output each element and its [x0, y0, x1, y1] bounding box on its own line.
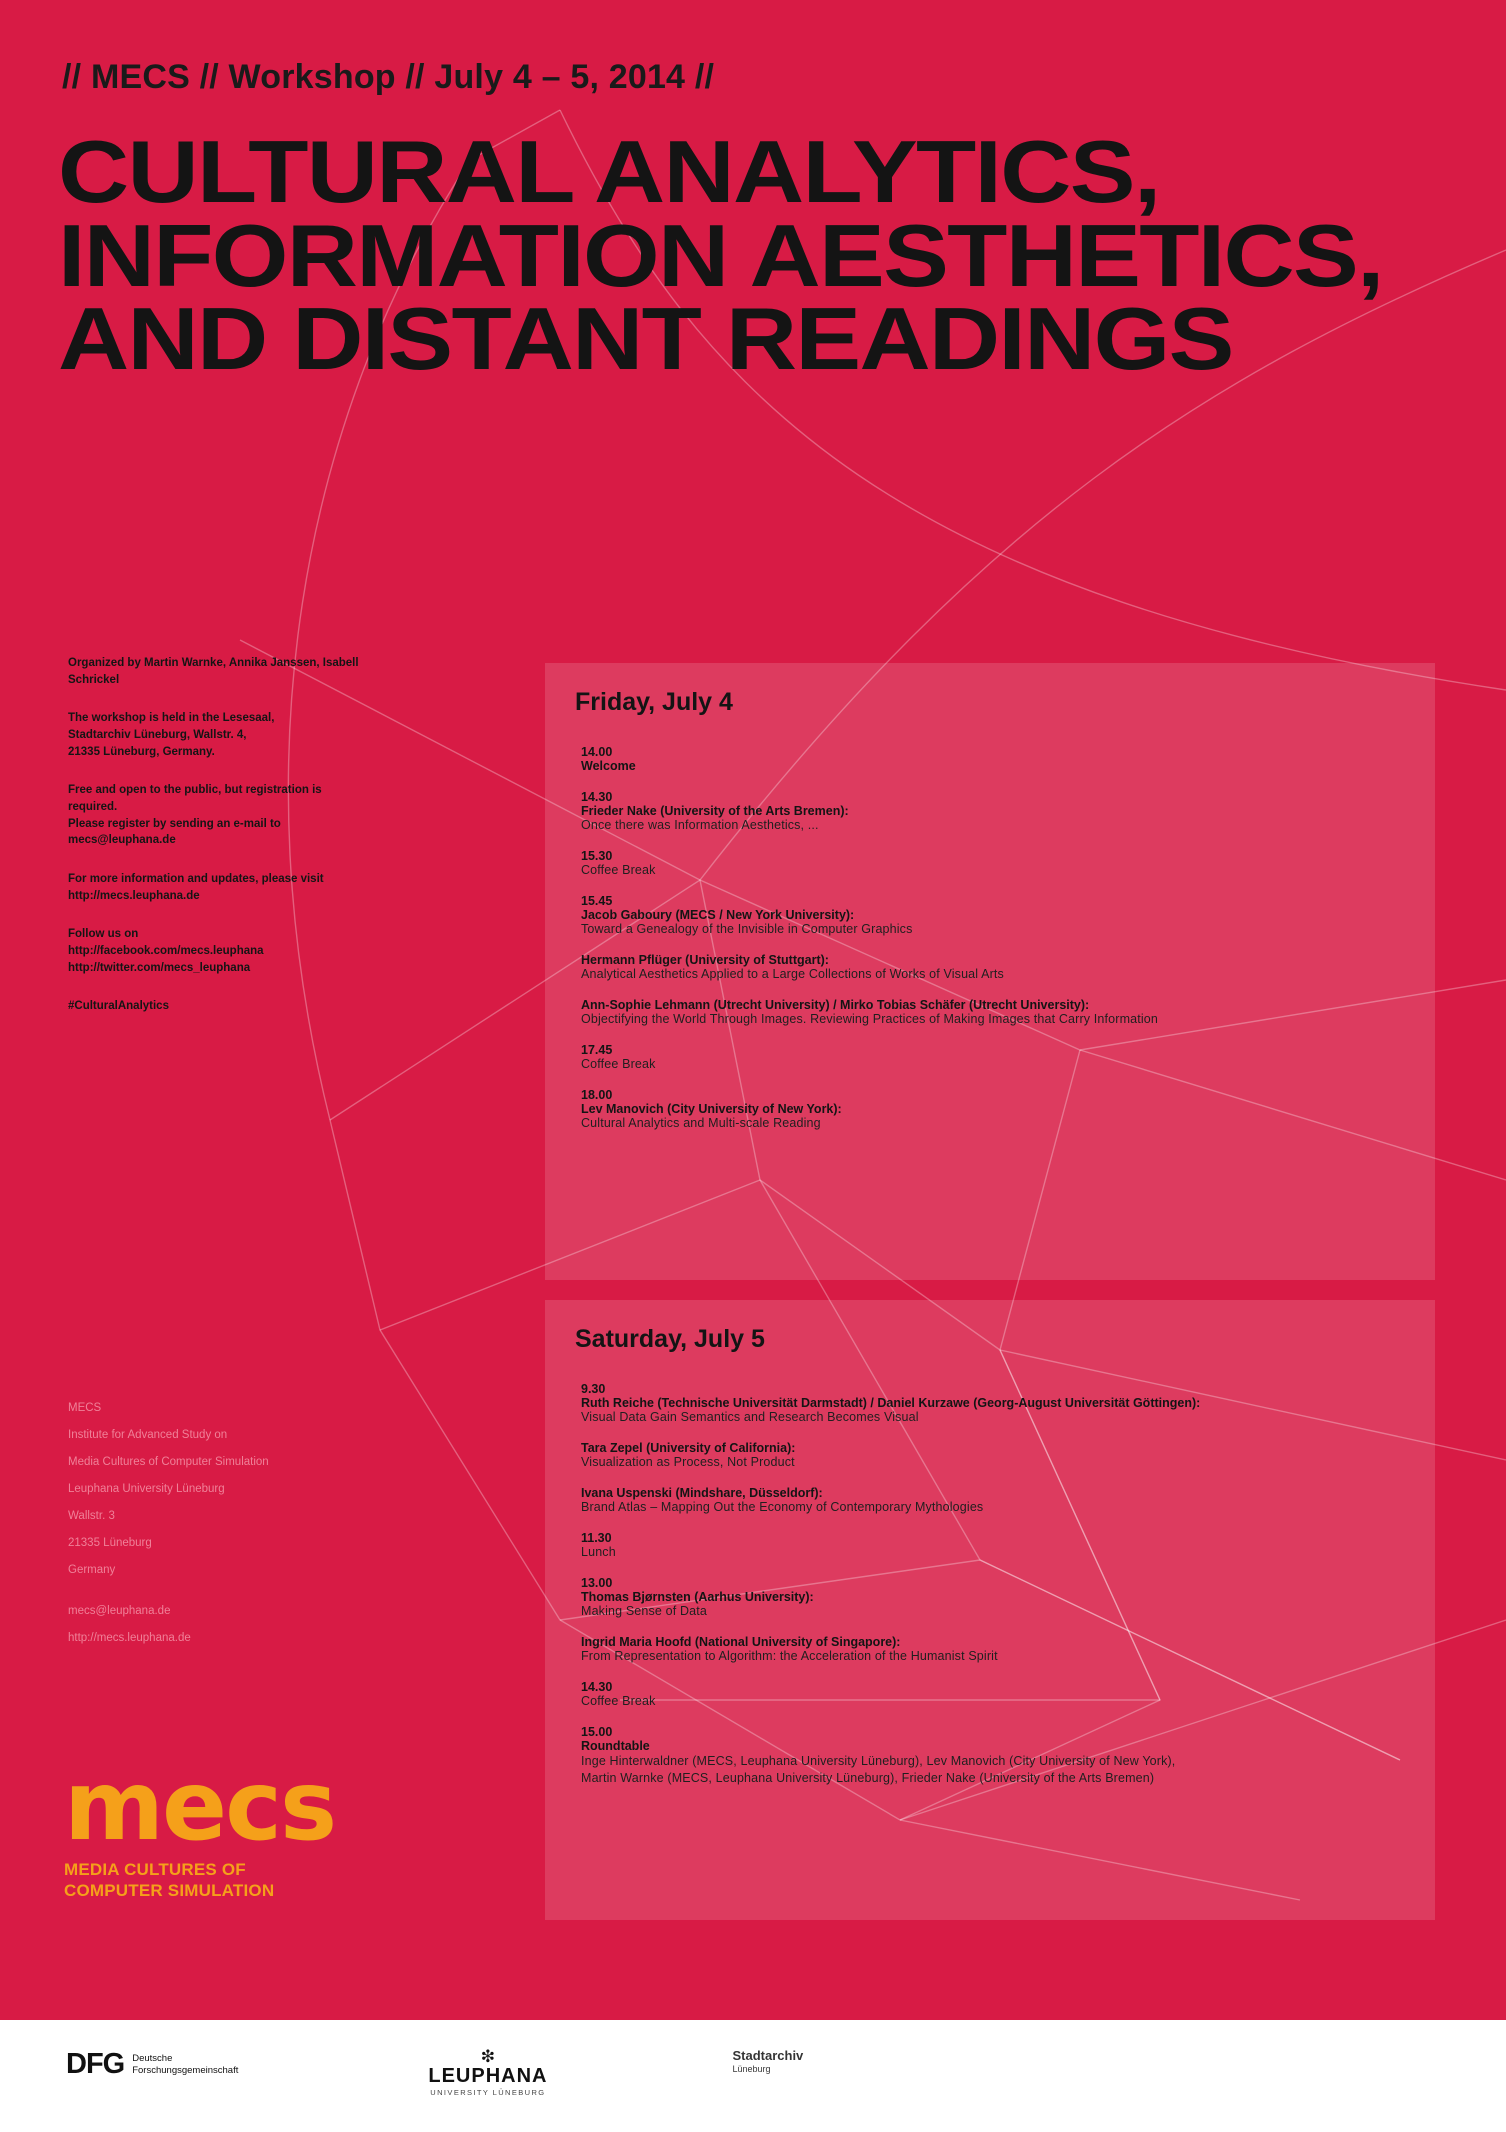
- address-line: Media Cultures of Computer Simulation: [68, 1456, 269, 1469]
- schedule-panel-friday: [545, 663, 1435, 1280]
- address-line: Institute for Advanced Study on: [68, 1429, 228, 1442]
- follow-us: Follow us on http://facebook.com/mecs.leuphana http://twitter.com/mecs_leuphana: [68, 928, 264, 974]
- website-link[interactable]: http://mecs.leuphana.de: [68, 889, 200, 902]
- title-line-1: CULTURAL ANALYTICS,: [58, 122, 1160, 221]
- institute-address: [68, 1395, 368, 1652]
- schedule-item: 15.45 Jacob Gaboury (MECS / New York University): Toward a Genealogy of the Invisible in Computer Graphics: [581, 894, 913, 936]
- mecs-tagline: MEDIA CULTURES OF COMPUTER SIMULATION: [64, 1859, 275, 1901]
- schedule-item: 9.30 Ruth Reiche (Technische Universität Darmstadt) / Daniel Kurzawe (Georg-August Universität Göttingen): Visual Data Gain Semantics and Research Becomes Visual: [581, 1382, 1201, 1424]
- schedule-item: 14.30 Frieder Nake (University of the Arts Bremen): Once there was Information Aesthetics, ...: [581, 790, 849, 832]
- schedule-item: 14.30 Coffee Break: [581, 1680, 656, 1708]
- dfg-logo: DFG Deutsche Forschungsgemeinschaft: [66, 2048, 239, 2080]
- mecs-logo: [64, 1750, 364, 1901]
- venue: The workshop is held in the Lesesaal, Stadtarchiv Lüneburg, Wallstr. 4, 21335 Lüneburg, Germany.: [68, 712, 275, 758]
- more-info: For more information and updates, please visit http://mecs.leuphana.de: [68, 873, 324, 902]
- registration: Free and open to the public, but registration is required. Please register by sending an e-mail to mecs@leuphana.de: [68, 784, 322, 847]
- schedule-item: 15.00 Roundtable Inge Hinterwaldner (MECS, Leuphana University Lüneburg), Lev Manovich (City University of New York), Martin Warnke (MECS, Leuphana University Lüneburg), Frieder Nake (University of the Arts Bremen): [581, 1725, 1405, 1787]
- twitter-link[interactable]: http://twitter.com/mecs_leuphana: [68, 961, 251, 974]
- schedule-panel-saturday: [545, 1300, 1435, 1920]
- schedule-item: Tara Zepel (University of California): Visualization as Process, Not Product: [581, 1441, 796, 1469]
- address-line: Germany: [68, 1564, 116, 1577]
- stadtarchiv-logo: Stadtarchiv Lüneburg: [732, 2048, 804, 2074]
- schedule-day-title: Saturday, July 5: [575, 1325, 765, 1353]
- schedule-item: Ingrid Maria Hoofd (National University of Singapore): From Representation to Algorithm: the Acceleration of the Humanist Spirit: [581, 1635, 998, 1663]
- footer-sponsors: [0, 2020, 1506, 2132]
- facebook-link[interactable]: http://facebook.com/mecs.leuphana: [68, 945, 264, 958]
- schedule-item: 13.00 Thomas Bjørnsten (Aarhus University): Making Sense of Data: [581, 1576, 814, 1618]
- roundtable-participants: Inge Hinterwaldner (MECS, Leuphana University Lüneburg), Lev Manovich (City University of New York), Martin Warnke (MECS, Leuphana University Lüneburg), Frieder Nake (University of the Arts Bremen): [581, 1754, 1176, 1785]
- address-line: 21335 Lüneburg: [68, 1537, 152, 1550]
- title-line-2: INFORMATION AESTHETICS,: [58, 205, 1383, 305]
- poster-kicker: // MECS // Workshop // July 4 – 5, 2014 //: [62, 58, 715, 96]
- schedule-items: [545, 1354, 1435, 1787]
- organizers: Organized by Martin Warnke, Annika Janssen, Isabell Schrickel: [68, 657, 359, 686]
- website-link-footer[interactable]: http://mecs.leuphana.de: [68, 1632, 191, 1645]
- schedule-item: Ann-Sophie Lehmann (Utrecht University) / Mirko Tobias Schäfer (Utrecht University): Objectifying the World Through Images. Reviewing Practices of Making Images that Carry Information: [581, 998, 1158, 1026]
- sponsor-logos: [66, 2048, 803, 2097]
- schedule-item: 15.30 Coffee Break: [581, 849, 656, 877]
- poster-title: [58, 122, 1458, 389]
- mecs-wordmark: mecs: [64, 1750, 336, 1862]
- schedule-item: Ivana Uspenski (Mindshare, Düsseldorf): Brand Atlas – Mapping Out the Economy of Contemporary Mythologies: [581, 1486, 984, 1514]
- hashtag: #CulturalAnalytics: [68, 1000, 169, 1013]
- title-line-3: AND DISTANT READINGS: [58, 289, 1233, 389]
- address-line: Wallstr. 3: [68, 1510, 115, 1523]
- leuphana-mark-icon: ❇: [480, 2047, 496, 2066]
- schedule-item: Hermann Pflüger (University of Stuttgart): Analytical Aesthetics Applied to a Large Collections of Works of Visual Arts: [581, 953, 1004, 981]
- schedule-item: 18.00 Lev Manovich (City University of New York): Cultural Analytics and Multi-scale Reading: [581, 1088, 842, 1130]
- info-column: [68, 655, 368, 1037]
- address-line: Leuphana University Lüneburg: [68, 1483, 225, 1496]
- leuphana-logo: ❇ LEUPHANA UNIVERSITY LÜNEBURG: [428, 2047, 548, 2097]
- schedule-day-title: Friday, July 4: [575, 688, 733, 716]
- schedule-item: 14.00 Welcome: [581, 745, 636, 773]
- schedule-item: 11.30 Lunch: [581, 1531, 616, 1559]
- schedule-item: 17.45 Coffee Break: [581, 1043, 656, 1071]
- schedule-items: [545, 717, 1435, 1130]
- address-line: MECS: [68, 1402, 102, 1414]
- spacer: [68, 1584, 368, 1598]
- email-link[interactable]: mecs@leuphana.de: [68, 1605, 171, 1618]
